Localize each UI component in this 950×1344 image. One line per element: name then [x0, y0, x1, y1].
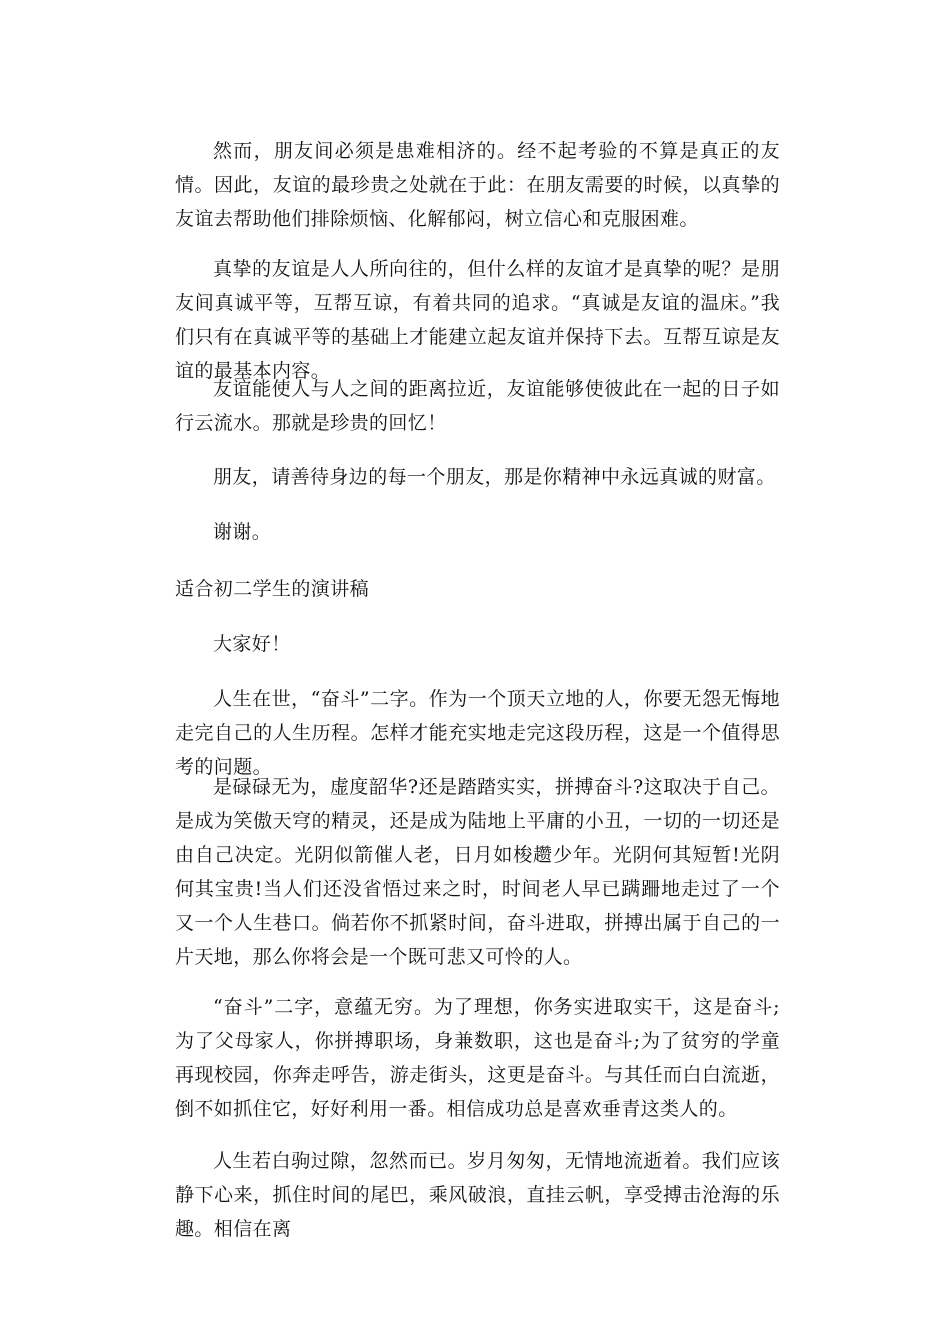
paragraph-9: “奋斗”二字，意蕴无穷。为了理想，你务实进取实干，这是奋斗;为了父母家人，你拼搏职场，身兼数职，这也是奋斗;为了贫穷的学童再现校园，你奔走呼告，游走街头，这更是奋斗。与其任而白白流逝，倒不如抓住它，好好利用一番。相信成功总是喜欢垂青这类人的。: [175, 996, 780, 1120]
paragraph-8: 是碌碌无为，虚度韶华?还是踏踏实实，拼搏奋斗?这取决于自己。是成为笑傲天穹的精灵，还是成为陆地上平庸的小丑，一切的一切还是由自己决定。光阴似箭催人老，日月如梭趱少年。光阴何其短暂!光阴何其宝贵!当人们还没省悟过来之时，时间老人早已蹒跚地走过了一个又一个人生巷口。倘若你不抓紧时间，奋斗进取，拼搏出属于自己的一片天地，那么你将会是一个既可悲又可怜的人。: [175, 776, 780, 968]
paragraph-4: 朋友，请善待身边的每一个朋友，那是你精神中永远真诚的财富。: [213, 466, 776, 488]
paragraph-10: 人生若白驹过隙，忽然而已。岁月匆匆，无情地流逝着。我们应该静下心来，抓住时间的尾巴，乘风破浪，直挂云帆，享受搏击沧海的乐趣。相信在离: [175, 1150, 780, 1240]
section-title: 适合初二学生的演讲稿: [175, 578, 370, 600]
paragraph-3: 友谊能使人与人之间的距离拉近，友谊能够使彼此在一起的日子如行云流水。那就是珍贵的回忆！: [175, 378, 780, 434]
paragraph-1: 然而，朋友间必须是患难相济的。经不起考验的不算是真正的友情。因此，友谊的最珍贵之处就在于此：在朋友需要的时候，以真挚的友谊去帮助他们排除烦恼、化解郁闷，树立信心和克服困难。: [175, 140, 780, 230]
paragraph-2: 真挚的友谊是人人所向往的，但什么样的友谊才是真挚的呢？是朋友间真诚平等，互帮互谅，有着共同的追求。“真诚是友谊的温床。”我们只有在真诚平等的基础上才能建立起友谊并保持下去。互帮互谅是友谊的最基本内容。: [175, 258, 780, 382]
paragraph-6: 大家好！: [213, 633, 291, 655]
paragraph-5: 谢谢。: [213, 521, 272, 543]
paragraph-7: 人生在世，“奋斗”二字。作为一个顶天立地的人，你要无怨无悔地走完自己的人生历程。怎样才能充实地走完这段历程，这是一个值得思考的问题。: [175, 688, 780, 778]
